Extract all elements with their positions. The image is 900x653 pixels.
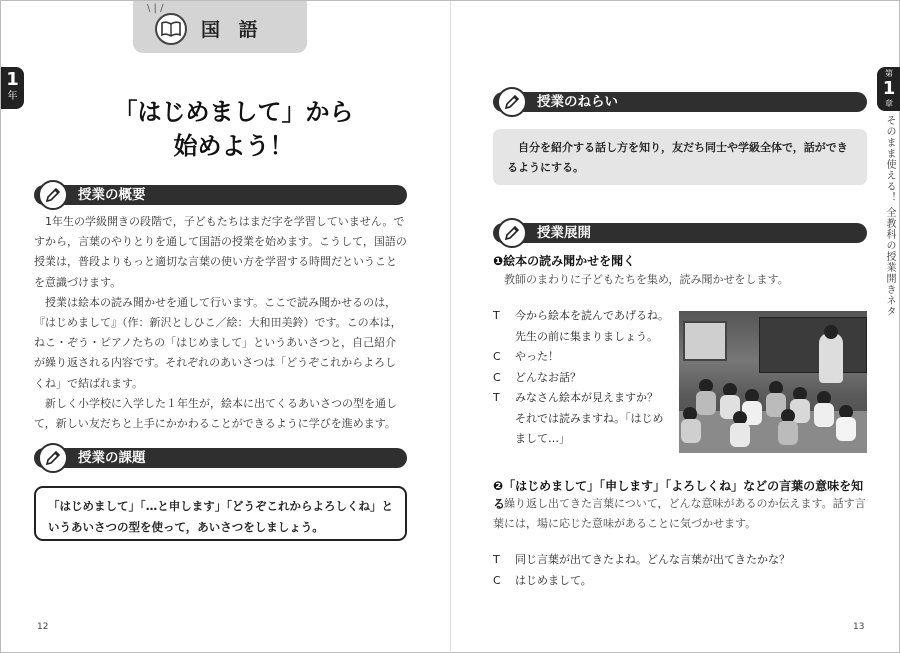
task-heading: 授業の課題 <box>78 450 146 466</box>
utterance: やった！ <box>515 350 559 363</box>
grade-number: 1 <box>6 69 19 90</box>
classroom-photo <box>679 311 867 453</box>
speaker-label: C <box>493 573 501 587</box>
dialog-line <box>493 571 867 592</box>
utterance: どんなお話？ <box>515 370 581 384</box>
speaker-label: T <box>493 309 500 322</box>
utterance: 同じ言葉が出てきたよね。どんな言葉が出てきたかな？ <box>515 553 790 566</box>
pencil-icon <box>38 443 68 473</box>
task-header <box>34 448 407 468</box>
chapter-vertical-title: そのまま使える！ 全教科の授業開きネタ <box>884 115 895 318</box>
aim-header <box>493 92 867 112</box>
page-number-left: 12 <box>37 622 49 632</box>
chapter-suffix: 章 <box>885 99 893 108</box>
chapter-prefix: 第 <box>885 69 893 78</box>
utterance: はじめまして。 <box>515 573 592 587</box>
subject-label: 国 語 <box>201 19 264 41</box>
dialog-line <box>493 550 867 571</box>
book-icon <box>155 13 187 45</box>
step2-dialog <box>493 550 867 591</box>
task-box: 「はじめまして」「…と申します」「どうぞこれからよろしくね」というあいさつの型を使って，あいさつをしましょう。 <box>34 486 407 541</box>
grade-badge <box>1 67 24 109</box>
speaker-label: C <box>493 370 501 384</box>
dialog-line <box>493 306 677 347</box>
title-line-2: 始めよう！ <box>173 132 294 160</box>
dialog-line <box>493 388 677 450</box>
chapter-number: 1 <box>882 78 896 99</box>
chapter-badge <box>877 67 900 111</box>
overview-paragraph: 1年生の学級開きの段階で，子どもたちはまだ字を学習していません。ですから，言葉のやりとりを通して国語の授業を始めます。こうして，国語の授業は，普段よりもっと適切な言葉の使い方を学習する時間だということを意識づけます。 <box>34 215 407 289</box>
speaker-label: T <box>493 391 500 404</box>
dialog-line <box>493 368 677 389</box>
speaker-label: T <box>493 553 500 566</box>
title-line-1: 「はじめまして」から <box>113 98 354 126</box>
step1-desc: 教師のまわりに子どもたちを集め，読み聞かせをします。 <box>504 273 789 286</box>
aim-text: 自分を紹介する話し方を知り，友だち同士や学級全体で，話ができるようにする。 <box>507 141 848 174</box>
aim-heading: 授業のねらい <box>537 94 618 110</box>
subject-tab <box>133 1 307 53</box>
speaker-label: C <box>493 350 501 363</box>
pencil-icon <box>497 218 527 248</box>
overview-header <box>34 185 407 205</box>
step1-title: ❶絵本の読み聞かせを聞く <box>493 254 636 268</box>
page-gutter <box>450 1 451 653</box>
utterance: 今から絵本を読んであげるね。 先生の前に集まりましょう。 <box>515 309 669 343</box>
sparkle-icon: \ | / <box>147 3 164 14</box>
step2-desc: 繰り返し出てきた言葉について，どんな意味があるのか伝えます。話す言葉には，場に応じた意味があることに気づかせます。 <box>493 497 866 530</box>
pencil-icon <box>38 180 68 210</box>
page-title <box>31 95 436 163</box>
overview-paragraph: 授業は絵本の読み聞かせを通して行います。ここで読み聞かせるのは，『はじめまして』（作：新沢としひこ／絵：大和田美鈴）です。この本は，ねこ・ぞう・ピアノたちの「はじめまして」というあいさつと，自己紹介が繰り返される内容です。それぞれのあいさつは「どうぞこれからよろしくね」で結ばれます。 <box>34 295 402 390</box>
development-heading: 授業展開 <box>537 225 591 241</box>
overview-body <box>34 212 407 434</box>
aim-box <box>493 129 867 185</box>
development-header <box>493 223 867 243</box>
overview-heading: 授業の概要 <box>78 187 146 203</box>
page-number-right: 13 <box>853 622 865 632</box>
dialog-line <box>493 347 677 368</box>
pencil-icon <box>497 87 527 117</box>
step1-dialog <box>493 306 677 450</box>
utterance: みなさん絵本が見えますか？ それでは読みますね。「はじめ まして…」 <box>515 391 664 445</box>
overview-paragraph: 新しく小学校に入学した１年生が，絵本に出てくるあいさつの型を通して，新しい友だちと上手にかかわることができるように学びを進めます。 <box>34 396 397 431</box>
grade-suffix: 年 <box>7 91 18 102</box>
step2-title: ❷「はじめまして」「申します」「よろしくね」などの言葉の意味を知る <box>493 479 864 511</box>
